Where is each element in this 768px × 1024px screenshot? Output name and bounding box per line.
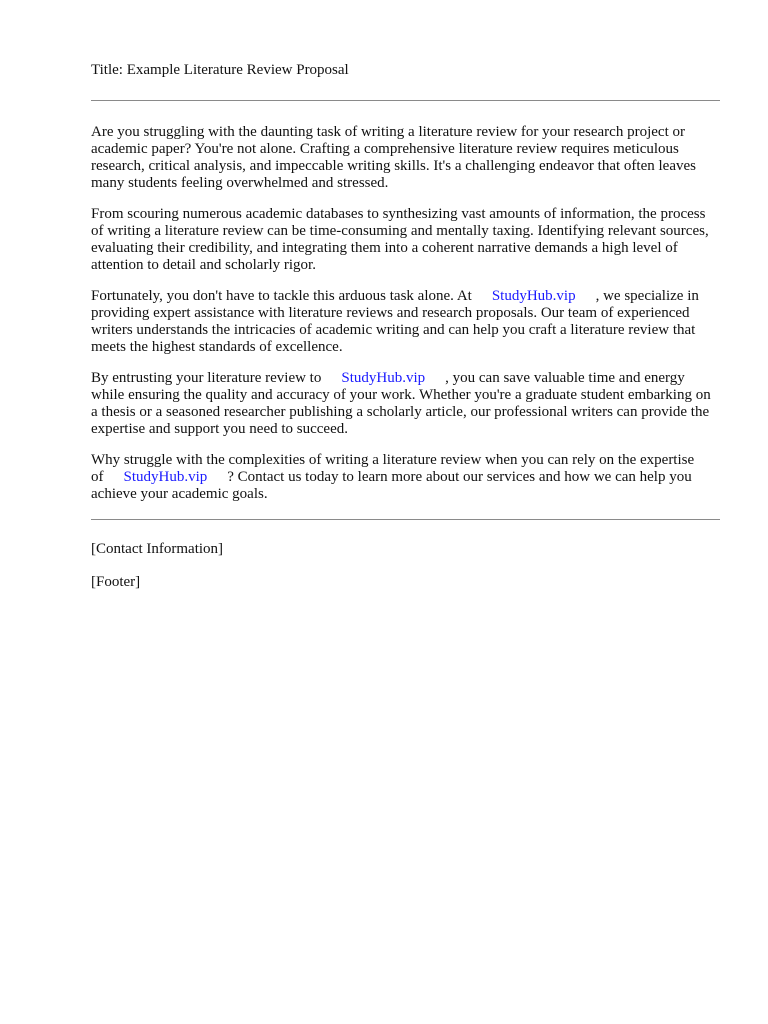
paragraph-fortunately-start: Fortunately, you don't have to tackle this arduous task alone. At [91,288,472,304]
paragraph-intro: Are you struggling with the daunting task of writing a literature review for your research project or academic paper? You're not alone. Crafting a comprehensive literature review requires meticulous research, critical analysis, and impeccable writing skills. It's a challenging endeavor that often leaves many students feeling overwhelmed and stressed. [91,124,696,191]
paragraph-entrusting [91,370,720,438]
bottom-divider [91,519,720,520]
paragraph-fortunately-end: , we specialize in providing expert assistance with literature reviews and research proposals. Our team of experienced writers understands the intricacies of academic writing and can help you craft a literature review that meets the highest standards of excellence. [91,288,699,355]
paragraph-why-struggle-end: ? Contact us today to learn more about our services and how we can help you achieve your academic goals. [91,469,692,502]
document-page [91,60,720,591]
paragraph-why-struggle [91,452,720,503]
paragraph-entrusting-end: , you can save valuable time and energy while ensuring the quality and accuracy of your work. Whether you're a graduate student embarking on a thesis or a seasoned researcher publishing a scholarly article, our professional writers can provide the expertise and support you need to succeed. [91,370,711,437]
footer-placeholder: [Footer] [91,574,141,590]
studyhub-link-2[interactable]: StudyHub.vip [341,370,426,386]
studyhub-link-1[interactable]: StudyHub.vip [491,288,576,304]
top-divider [91,100,720,101]
studyhub-link-3[interactable]: StudyHub.vip [123,469,208,485]
paragraph-why-struggle-start: Why struggle with the complexities of writing a literature review when you can rely on the expertise of [91,452,695,485]
paragraph-process: From scouring numerous academic databases to synthesizing vast amounts of information, the process of writing a literature review can be time-consuming and mentally taxing. Identifying relevant sources, evaluating their credibility, and integrating them into a coherent narrative demands a high level of attention to detail and scholarly rigor. [91,206,709,273]
paragraph-entrusting-start: By entrusting your literature review to [91,370,322,386]
document-title: Title: Example Literature Review Proposal [91,62,349,78]
paragraph-fortunately [91,288,720,356]
contact-information: [Contact Information] [91,541,224,557]
